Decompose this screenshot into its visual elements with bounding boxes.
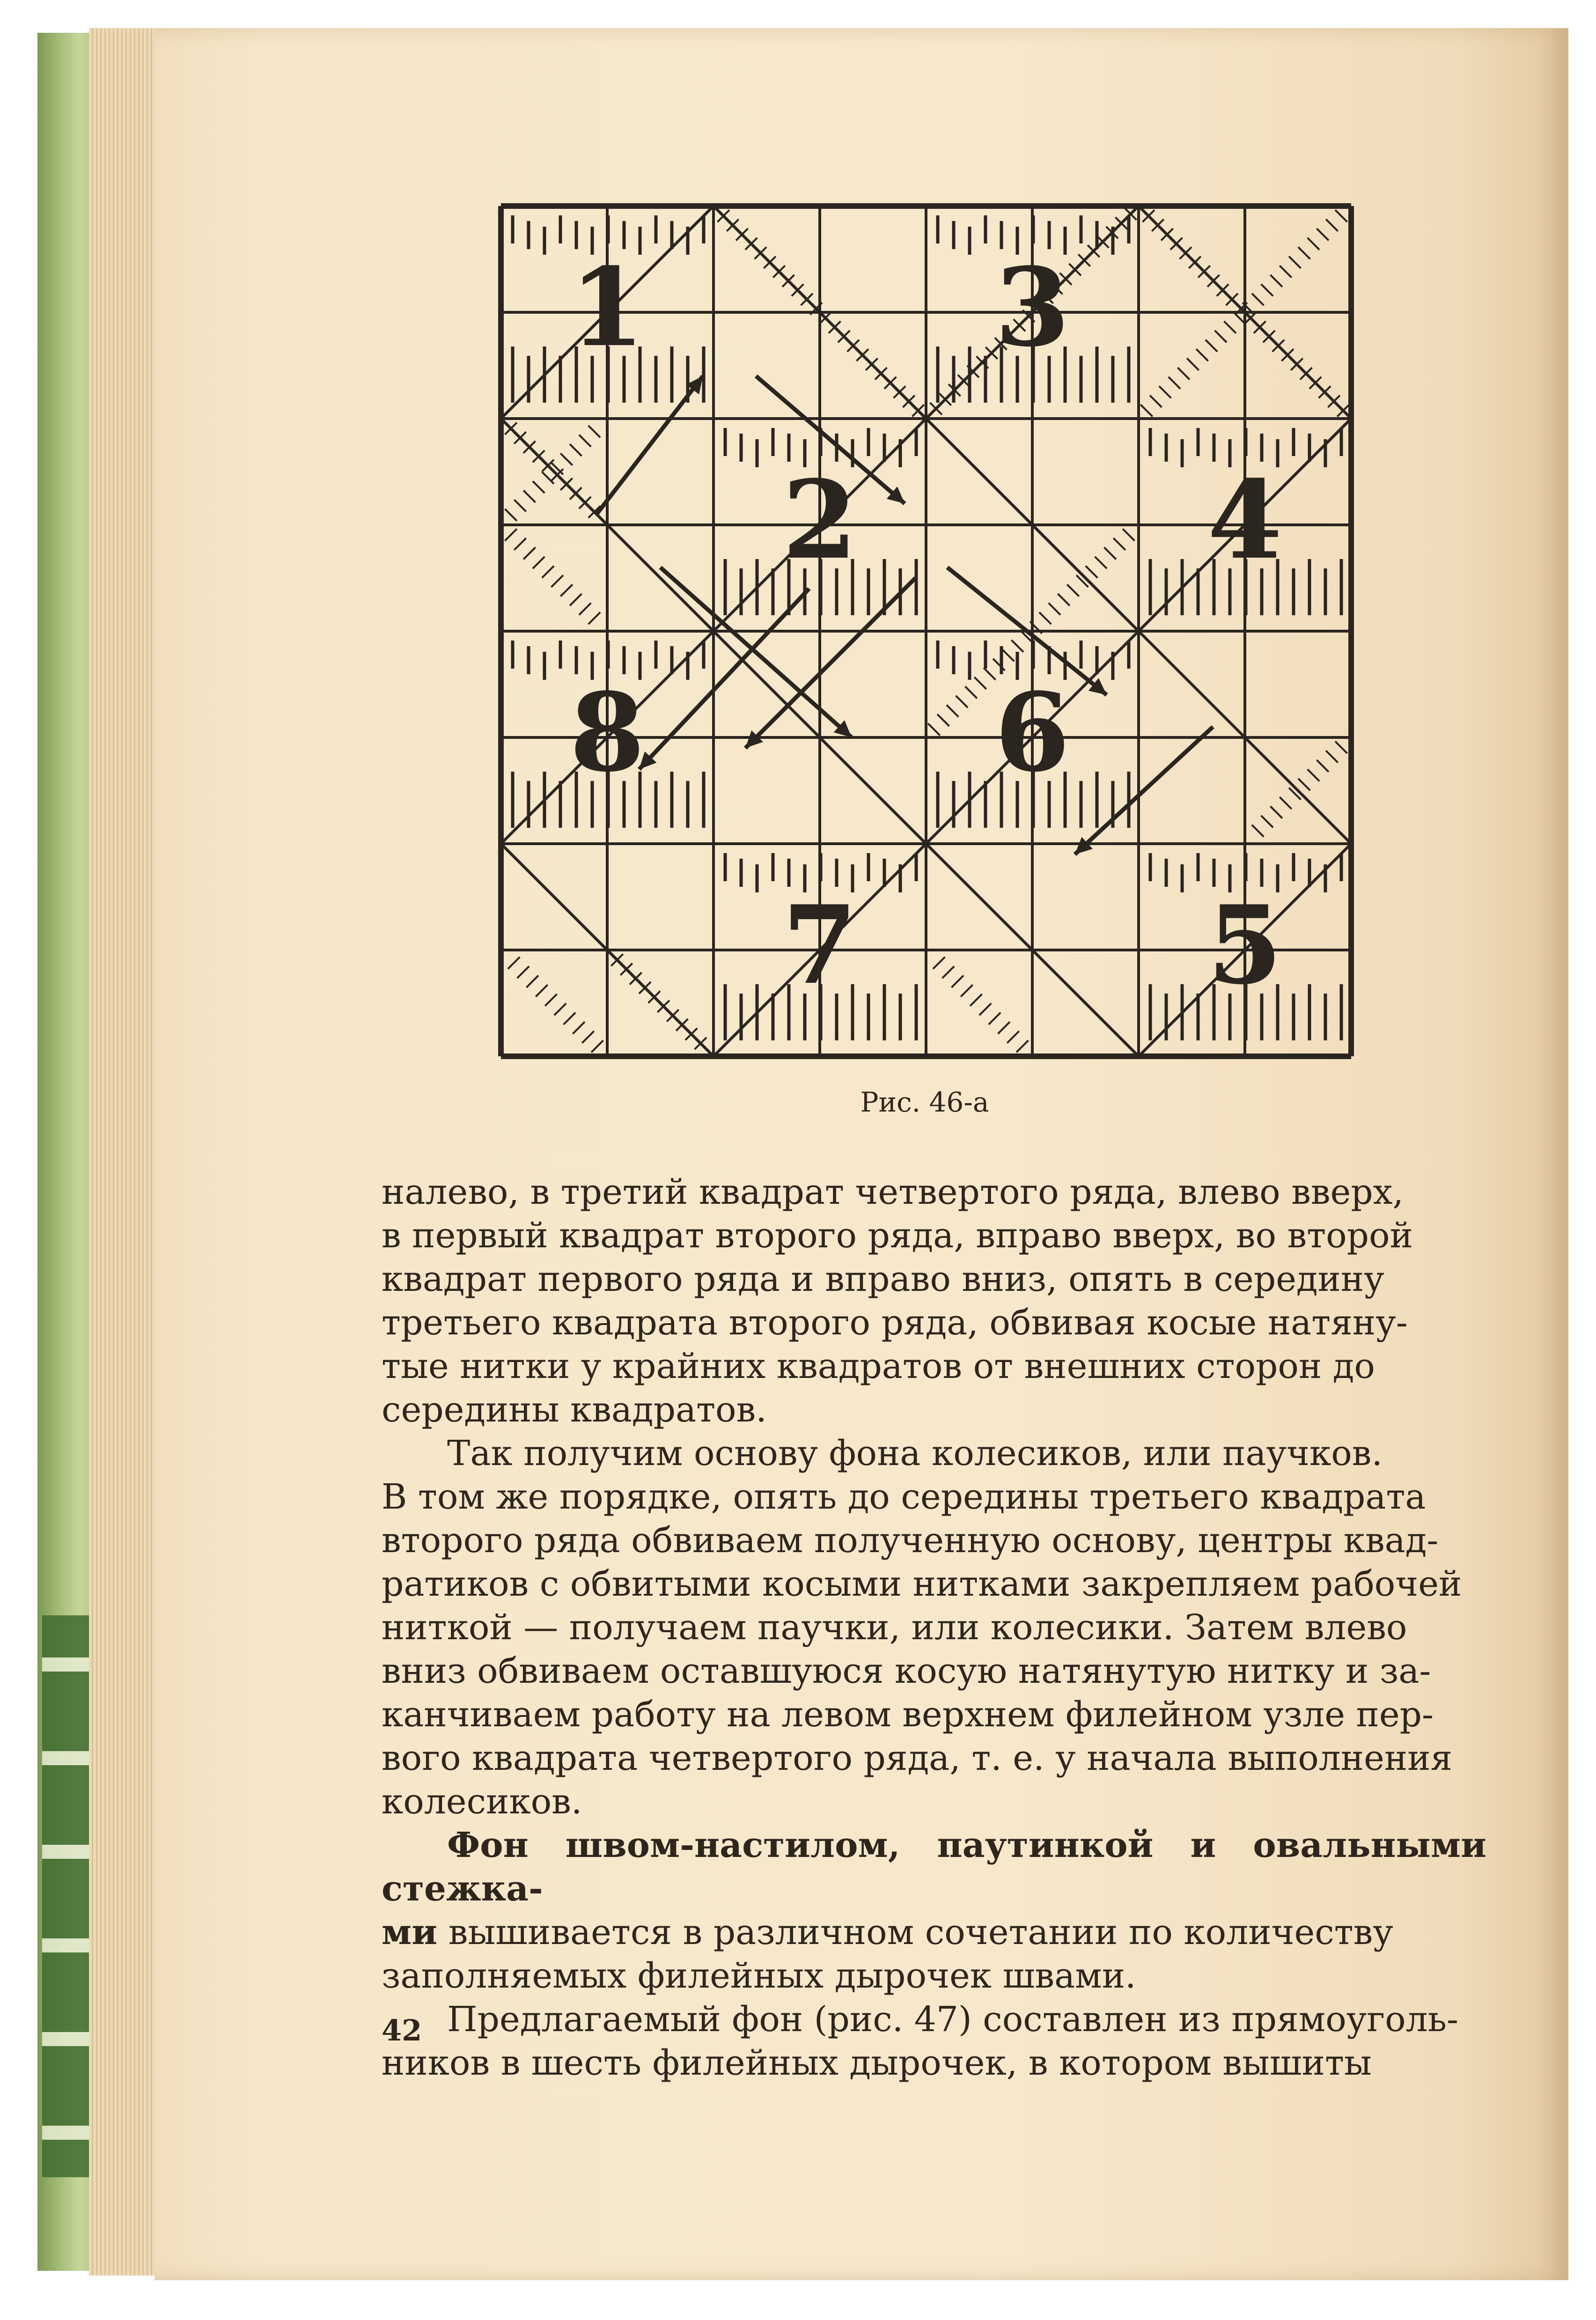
wrap-tick [1252, 825, 1264, 837]
wrap-tick [523, 490, 535, 502]
wrap-tick [526, 975, 538, 987]
bold-lead: Фон швом-настилом, паутинкой и овальными стежка- [382, 1825, 1486, 1909]
line: вого квадрата четвертого ряда, т. е. у начала выполнения [382, 1738, 1453, 1778]
wrap-tick [1007, 1031, 1019, 1043]
wrap-tick [1086, 566, 1097, 578]
wrap-tick [1016, 1040, 1028, 1052]
wrap-tick [942, 966, 954, 978]
wrap-tick [1011, 640, 1023, 652]
wrap-tick [514, 500, 526, 511]
wrap-tick [951, 975, 963, 987]
line: В том же порядке, опять до середины третьего квадрата [382, 1477, 1426, 1517]
square-number-1: 1 [569, 244, 645, 371]
wrap-tick [1095, 557, 1107, 568]
wrap-tick [1159, 386, 1171, 398]
wrap-tick [505, 509, 516, 521]
wrap-tick [1326, 751, 1338, 762]
wrap-tick [1140, 405, 1152, 416]
wrap-tick [582, 1031, 594, 1043]
wrap-tick [1067, 584, 1079, 596]
wrap-tick [989, 1013, 1000, 1024]
paragraph-1 [382, 1171, 1486, 1432]
square-number-6: 6 [994, 670, 1070, 796]
wrap-tick [505, 529, 516, 540]
wrap-tick [551, 575, 563, 587]
body-text [382, 1171, 1486, 2085]
wrap-tick [514, 538, 526, 550]
wrap-tick [545, 994, 557, 1006]
wrap-tick [947, 705, 958, 717]
wrap-tick [961, 985, 972, 996]
wrap-tick [523, 547, 535, 559]
wrap-tick [1076, 575, 1088, 587]
wrap-tick [1261, 816, 1273, 827]
line: вышивается в различном сочетании по количеству [437, 1912, 1393, 1952]
wrap-tick [1261, 284, 1273, 296]
wrap-tick [570, 444, 581, 456]
wrap-tick [933, 957, 945, 969]
paragraph-3 [382, 1824, 1486, 1998]
wrap-tick [1335, 210, 1347, 221]
wrap-tick [1039, 612, 1051, 624]
wrap-tick [1270, 806, 1282, 818]
wrap-tick [551, 463, 563, 474]
wrap-tick [554, 1003, 566, 1015]
line: налево, в третий квадрат четвертого ряда, влево вверх, [382, 1172, 1404, 1212]
line: в первый квадрат второго ряда, вправо вверх, во второй [382, 1215, 1413, 1256]
wrap-tick [1298, 247, 1310, 259]
wrap-tick [965, 686, 977, 698]
square-number-4: 4 [1207, 457, 1283, 583]
wrap-tick [1252, 294, 1264, 305]
wrap-tick [1335, 741, 1347, 753]
wrap-tick [1280, 265, 1291, 277]
bold-lead-cont: ми [382, 1912, 438, 1952]
wrap-tick [1289, 256, 1301, 268]
wrap-tick [1123, 529, 1134, 540]
wrap-tick [560, 584, 572, 596]
wrap-tick [984, 668, 995, 679]
line: второго ряда обвиваем полученную основу, центры квад- [382, 1520, 1439, 1561]
wrap-tick [536, 985, 547, 996]
wrap-tick [1317, 760, 1328, 772]
diagram-svg [492, 197, 1358, 1072]
wrap-tick [508, 957, 520, 969]
wrap-tick [564, 1013, 575, 1024]
wrap-tick [573, 1022, 584, 1033]
wrap-tick [998, 1022, 1009, 1033]
line: середины квадратов. [382, 1390, 767, 1430]
wrap-tick [588, 612, 600, 624]
wrap-tick [1058, 594, 1069, 605]
wrap-tick [1233, 312, 1245, 324]
square-number-3: 3 [994, 244, 1070, 371]
line: ников в шесть филейных дырочек, в котором вышиты [382, 2043, 1372, 2083]
line: ниткой — получаем паучки, или колесики. Затем влево [382, 1607, 1407, 1648]
page-number: 42 [382, 2013, 422, 2047]
wrap-tick [956, 696, 968, 707]
wrap-tick [1104, 547, 1116, 559]
wrap-tick [1326, 219, 1338, 231]
wrap-tick [588, 426, 600, 437]
wrap-tick [579, 435, 591, 447]
wrap-tick [579, 603, 591, 615]
wrap-tick [1298, 779, 1310, 790]
square-number-5: 5 [1207, 882, 1283, 1009]
wrap-tick [1113, 538, 1125, 550]
wrap-tick [1187, 358, 1199, 370]
direction-arrow [596, 376, 703, 514]
wrap-tick [1270, 275, 1282, 287]
square-number-7: 7 [782, 882, 858, 1009]
line: канчиваем работу на левом верхнем филейном узле пер- [382, 1694, 1434, 1735]
wrap-tick [570, 594, 581, 605]
wrap-tick [1049, 603, 1060, 615]
figure-caption: Рис. 46-а [860, 1086, 989, 1118]
wrap-tick [591, 1040, 603, 1052]
wrap-tick [1289, 788, 1301, 799]
wrap-tick [1308, 238, 1319, 250]
line: Предлагаемый фон (рис. 47) составлен из прямоуголь- [447, 1999, 1458, 2040]
wrap-tick [542, 566, 554, 578]
wrap-tick [1206, 340, 1217, 352]
wrap-tick [979, 1003, 991, 1015]
wrap-tick [1215, 331, 1227, 342]
wrap-tick [1280, 797, 1291, 809]
wrap-tick [517, 966, 529, 978]
wrap-tick [1224, 321, 1236, 333]
wrap-tick [542, 472, 554, 484]
wrap-tick [533, 557, 544, 568]
line: колесиков. [382, 1782, 582, 1822]
square-number-8: 8 [569, 670, 645, 796]
square-number-2: 2 [782, 457, 858, 583]
paragraph-2 [382, 1432, 1486, 1824]
line: тые нитки у крайних квадратов от внешних сторон до [382, 1346, 1375, 1386]
embroidery-diagram [492, 197, 1358, 1072]
wrap-tick [928, 723, 940, 735]
wrap-tick [1196, 349, 1208, 361]
wrap-tick [560, 453, 572, 465]
wrap-tick [1317, 228, 1328, 240]
line: вниз обвиваем оставшуюся косую натянутую нитку и за- [382, 1651, 1431, 1691]
line: заполняемых филейных дырочек швами. [382, 1956, 1136, 1996]
wrap-tick [970, 994, 982, 1006]
wrap-tick [1308, 769, 1319, 781]
wrap-tick [533, 481, 544, 493]
line: ратиков с обвитыми косыми нитками закрепляем рабочей [382, 1564, 1462, 1604]
line: третьего квадрата второго ряда, обвивая косые натяну- [382, 1303, 1408, 1343]
wrap-tick [1169, 377, 1180, 389]
paragraph-4 [382, 1998, 1486, 2085]
wrap-tick [993, 659, 1005, 670]
wrap-tick [1177, 368, 1189, 379]
wrap-tick [974, 677, 986, 689]
wrap-tick [1002, 649, 1014, 661]
wrap-tick [1150, 395, 1162, 407]
line: квадрат первого ряда и вправо вниз, опять в середину [382, 1259, 1384, 1299]
wrap-tick [937, 714, 949, 726]
line: Так получим основу фона колесиков, или паучков. [447, 1433, 1383, 1473]
